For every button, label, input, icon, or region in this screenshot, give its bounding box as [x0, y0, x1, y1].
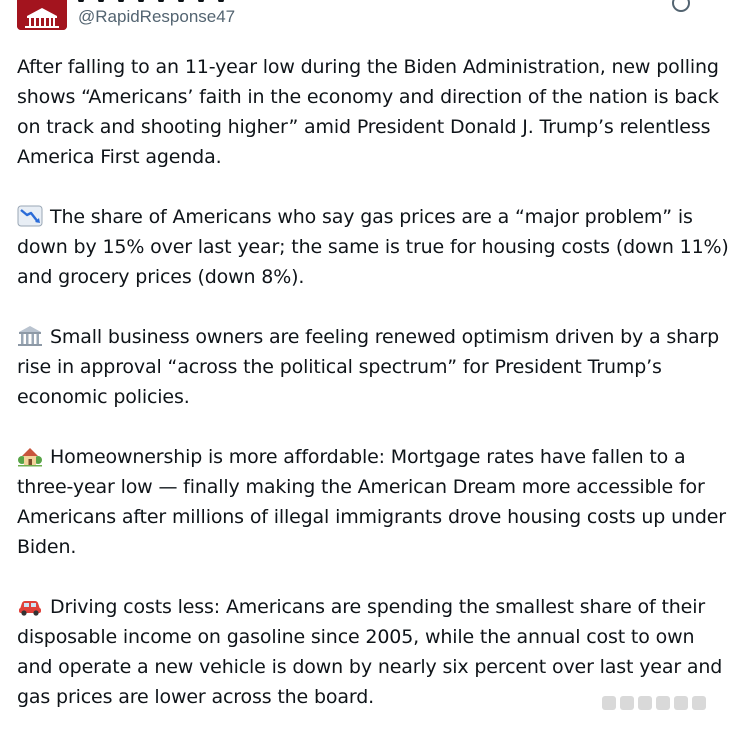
car-icon: [17, 595, 43, 617]
chart-decreasing-icon: [17, 205, 43, 227]
more-options-icon[interactable]: [672, 0, 690, 12]
white-house-logo-icon: [17, 0, 67, 30]
post-header: [0, 0, 734, 40]
post-paragraph-business-text: Small business owners are feeling renewed optimism driven by a sharp rise in approval “across the political spectrum” for President Trump’s economic policies.: [17, 326, 720, 408]
post-paragraph-intro: After falling to an 11-year low during the Biden Administration, new polling shows “Americans’ faith in the economy and direction of the nation is back on track and shooting higher” amid President Donald J. Trump’s relentless America First agenda.: [17, 56, 719, 168]
post-paragraph-home-text: Homeownership is more affordable: Mortgage rates have fallen to a three-year low — finally making the American Dream more accessible for Americans after millions of illegal immigrants drove housing costs up under Biden.: [17, 446, 726, 558]
avatar[interactable]: [17, 0, 67, 30]
post-body: [17, 52, 729, 742]
post-paragraph-gas: [17, 202, 729, 292]
account-handle[interactable]: @RapidResponse47: [78, 7, 236, 26]
house-with-garden-icon: [17, 445, 43, 467]
classical-building-icon: [17, 325, 43, 347]
watermark: [602, 693, 722, 713]
post-paragraph-gas-text: The share of Americans who say gas prices are a “major problem” is down by 15% over last year; the same is true for housing costs (down 11%) and grocery prices (down 8%).: [17, 206, 729, 288]
display-name-cut: [78, 0, 288, 2]
post-paragraph-business: [17, 322, 729, 412]
post-paragraph-home: [17, 442, 729, 562]
post-paragraph-driving-text: Driving costs less: Americans are spending the smallest share of their disposable income on gasoline since 2005, while the annual cost to own and operate a new vehicle is down by nearly six percent over last year and gas prices are lower across the board.: [17, 596, 723, 708]
